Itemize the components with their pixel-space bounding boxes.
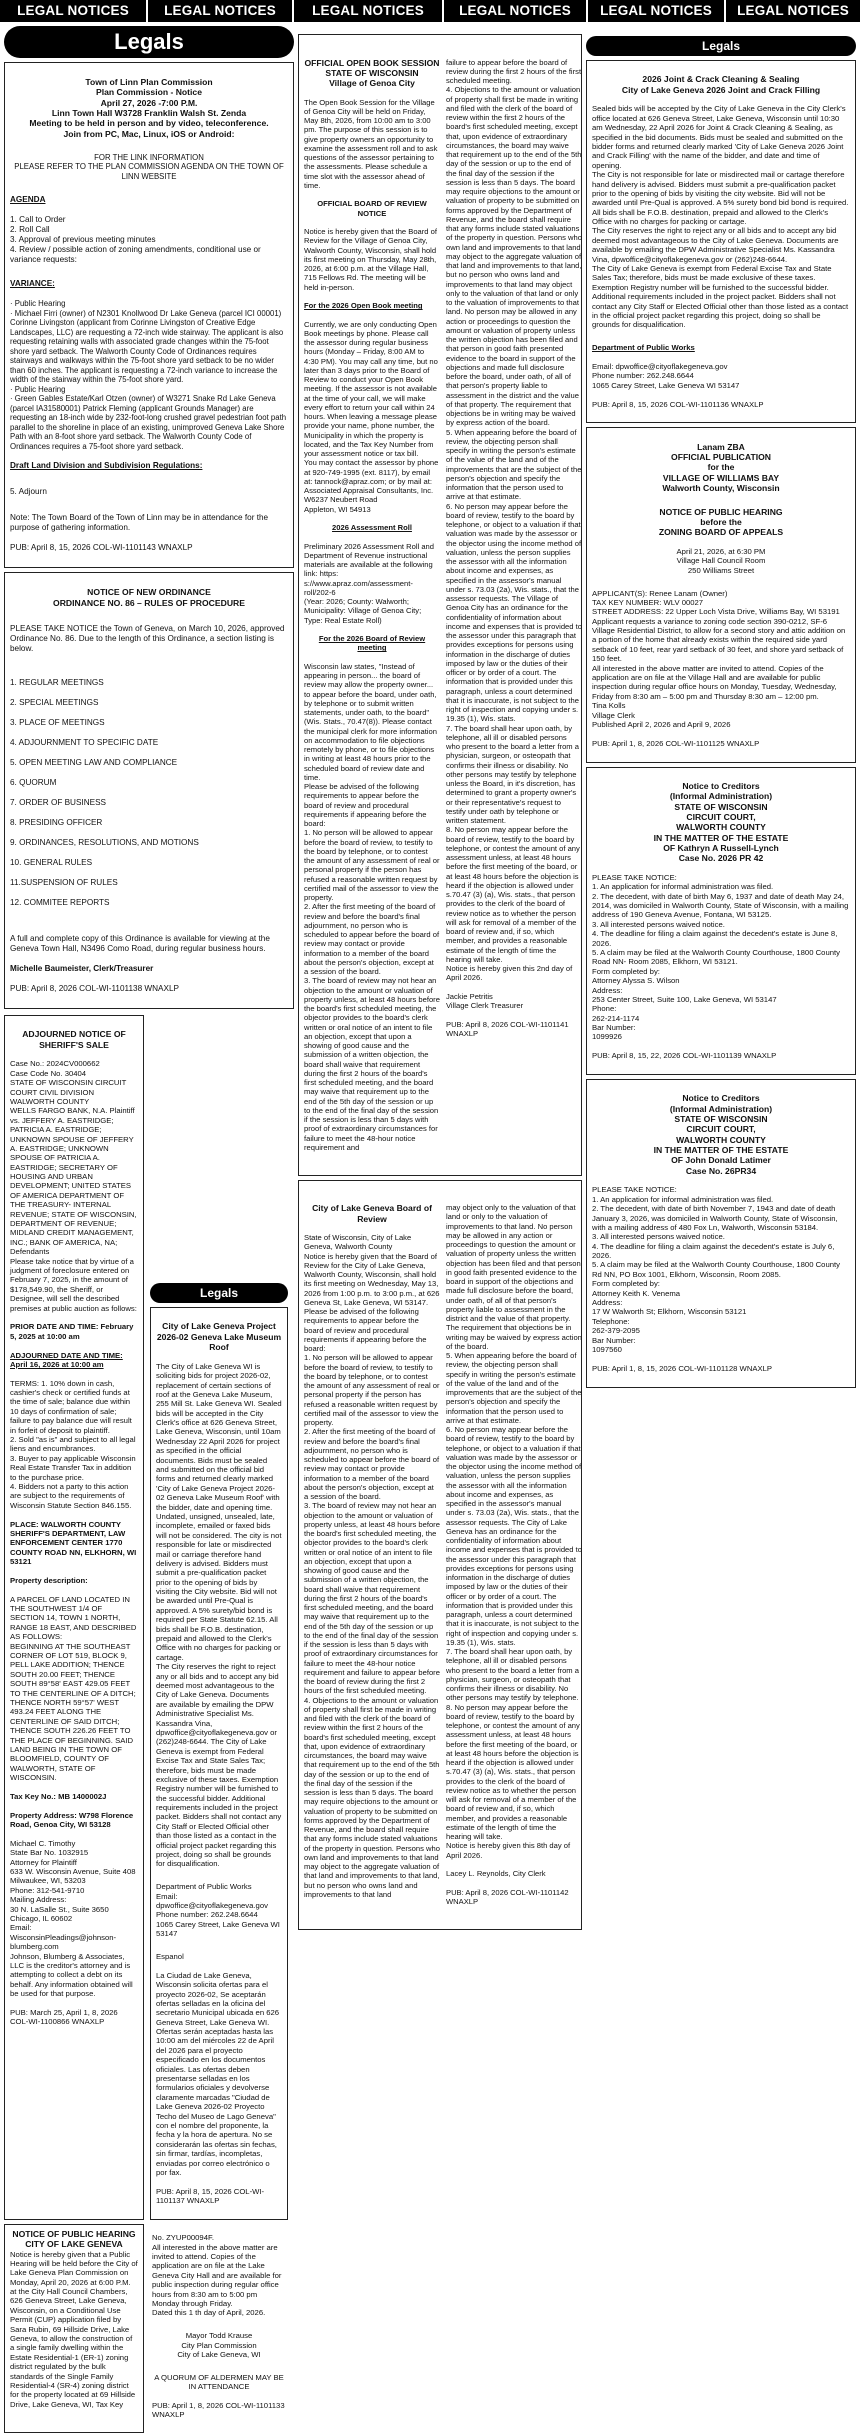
pub-line: PUB: April 1, 8, 2026 COL-WI-1101125 WNAXLP	[592, 738, 760, 748]
open-book-columns	[304, 48, 582, 1161]
hearing-sign: Mayor Todd Krause City Plan Commission City of Lake Geneva, WI	[177, 2331, 261, 2359]
open-book-p6: failure to appear before the board of review during the first 2 hours of the first scheduled meeting. 4. Objections to the amount or valuation of property shall first be made in writing and filed with the clerk of the board of review within the first 2 hours of the board's first scheduled meeting, except that, upon evidence of extraordinary circumstances, the board may waive that requirement up to the end of the 5th day of the session or up to the end of the final day of the session if the session is less than 5 days. The board may require objections to the amount or valuation of property to be submitted on forms approved by the Department of Revenue, and the board shall require that any forms include stated valuations of the property in question. Persons who own land and improvements to that land may object to the aggregate valuation of that land and improvements to that land, but no person who owns land and improvements to that land may object only to the valuation of that land or only to the valuation of improvements to that land. No person may be allowed in any action or proceedings to question the amount or valuation of property unless the written objection has been filed and that person in good faith presented evidence to the board in support of the objections and made full disclosure before the board, under oath, of all of that person's property liable to assessment in the district and the value of that property. The requirement that objections be in writing may be waived by express action of the board. 5. When appearing before the board of review, the objecting person shall specify in writing the person's estimate of the value of the land and of the improvements that are the subject of the person's objection and specify the information that the person used to arrive at that estimate. 6. No person may appear before the board of review, testify to the board by telephone, or object to a valuation if that valuation was made by the assessor or the objector using the income method of valuation, unless the person supplies the assessor with all the information about income and expenses, as specified in the assessor's manual under s. 73.03 (2a), Wis. stats., that the assessor requests. The Village of Genoa City has an ordinance for the confidentiality of information about income and expenses that is provided to the assessor under this paragraph that provides exceptions for persons using information in the discharge of duties imposed by law or the duties of their officer or by order of a court. The information that is provided under this paragraph, unless a court determined that it is inaccurate, is not subject to the right of inspection and copying under s. 19.35 (1), Wis. stats. 7. The board shall hear upon oath, by telephone, all ill or disabled persons who present to the board a letter from a physician, surgeon, or osteopath that confirms their illness or disability. No other persons may testify by telephone unless the Board, in it's discretion, has determined to grant a property owner's or their representative's request to testify under oath by telephone or written statement. 8. No person may appear before the board of review, testify to the board by telephone, or contest the amount of any assessment unless, at least 48 hours before the first meeting of the board, or at least 48 hours before the objection is heard if the objection is allowed under s.70.47 (3) (a), Wis. stats., that person provides to the clerk of the board of review notice as to whether the person will ask for removal of a member of the board of review and, if so, which member, and provides a reasonable estimate of the length of time the hearing will take. Notice is hereby given this 2nd day of April 2026.	[446, 57, 582, 983]
creditors-notice-russell	[586, 767, 856, 1075]
bor-sign: Lacey L. Reynolds, City Clerk	[446, 1869, 546, 1879]
list-item: 12. COMMITEE REPORTS	[10, 898, 110, 907]
ob-meeting-heading: For the 2026 Open Book meeting	[304, 301, 423, 311]
lake-geneva-bor-notice	[298, 1180, 582, 1930]
pub-line: PUB: April 8, 15, 2026 COL-WI-1101136 WNAXLP	[592, 399, 764, 409]
museum-roof-notice	[150, 1307, 288, 2220]
agenda-text: 1. Call to Order 2. Roll Call 3. Approval of previous meeting minutes 4. Review / possible action of zoning amendments, conditional use or variance requests:	[10, 215, 261, 265]
prior-date: PRIOR DATE AND TIME: February 5, 2025 at 10:00 am	[10, 1322, 134, 1341]
notice-title: OFFICIAL OPEN BOOK SESSION STATE OF WISCONSIN Village of Genoa City	[304, 57, 440, 89]
museum-dept: Department of Public Works Email: dpwoffice@cityoflakegeneva.gov Phone number: 262.248.6644 1065 Carey Street, Lake Geneva WI 53147	[156, 1882, 280, 1939]
notice-title: Town of Linn Plan Commission Plan Commission - Notice April 27, 2026 -7:00 P.M. Linn Town Hall W3728 Franklin Walsh St. Zenda Meeting to be held in person and by video, teleconference. Join from PC, Mac, Linux, iOS or Android:	[29, 77, 269, 139]
desc-heading: Property description:	[10, 1575, 88, 1585]
pub-line: PUB: April 8, 2026 COL-WI-1101138 WNAXLP	[10, 984, 179, 993]
middle-block	[298, 26, 582, 1930]
hearing-quorum: A QUORUM OF ALDERMEN MAY BE IN ATTENDANCE	[154, 2372, 284, 2392]
ordinance-sign: Michelle Baumeister, Clerk/Treasurer	[10, 964, 154, 973]
bor-meeting-heading: For the 2026 Board of Review meeting	[318, 634, 426, 653]
sheriff-sale-notice	[4, 1015, 144, 2220]
notice-title: ADJOURNED NOTICE OF SHERIFF'S SALE	[22, 1029, 126, 1050]
notice-subtitle: NOTICE OF PUBLIC HEARING before the ZONING BOARD OF APPEALS	[658, 506, 784, 538]
list-item: 1. REGULAR MEETINGS	[10, 678, 104, 687]
roll-heading: 2026 Assessment Roll	[332, 523, 412, 533]
list-item: 4. ADJOURNMENT TO SPECIFIC DATE	[10, 738, 159, 747]
bor-p2: may object only to the valuation of that land or only to the valuation of improvements to that land. No person may be allowed in any action or proceedings to question the amount or valuation of property unless the written objection has been filed and that person in good faith presented evidence to the board in support of the objections and made full disclosure before the board, under oath, of all of that person's property liable to assessment in the district and the value of that property. The requirement that objections be in writing may be waived by express action of the board. 5. When appearing before the board of review, the objecting person shall specify in writing the person's estimate of the value of the land and of the improvements that are the subject of the person's objection and specify the information that the person used to arrive at that estimate. 6. No person may appear before the board of review, testify to the board by telephone, or object to a valuation if that valuation was made by the assessor or the objector using the income method of valuation, unless the person supplies the assessor with all the information about income and expenses, as specified in the assessor's manual under s. 73.03 (2a), Wis. stats., that the assessor requests. The City of Lake Geneva has an ordinance for the confidentiality of information about income and expenses that is provided to the assessor under this paragraph that provides exceptions for persons using information in the discharge of duties imposed by law or the duties of their officer or by order of a court. The information that is provided under this paragraph, unless a court determined that it is inaccurate, is not subject to the right of inspection and copying under s. 19.35 (1), Wis. stats. 7. The board shall hear upon oath, by telephone, all ill or disabled persons who present to the board a letter from a physician, surgeon, or osteopath that confirms their illness or disability. No other persons may testify by telephone. 8. No person may appear before the board of review, testify to the board by telephone, or contest the amount of any assessment unless, at least 48 hours before the first meeting of the board, or at least 48 hours before the objection is heard if the objection is allowed under s.70.47 (3) (a), Wis. stats., that person provides to the clerk of the board of review notice as to whether the person will ask for removal of a member of the board of review and, if so, which member, and provides a reasonable estimate of the length of time the hearing will take. Notice is hereby given this 8th day of April 2026.	[446, 1203, 582, 1860]
section-headers	[0, 0, 860, 22]
notice-title: Notice to Creditors (Informal Administration) STATE OF WISCONSIN CIRCUIT COURT, WALWORTH COUNTY IN THE MATTER OF THE ESTATE OF John Donald Latimer Case No. 26PR34	[653, 1093, 789, 1176]
draft-heading: Draft Land Division and Subdivision Regulations:	[10, 461, 203, 471]
list-item: 8. PRESIDING OFFICER	[10, 818, 103, 827]
list-item: 6. QUORUM	[10, 778, 57, 787]
pub-line: PUB: April 1, 8, 2026 COL-WI-1101133 WNAXLP	[152, 2400, 285, 2420]
open-book-notice	[298, 34, 582, 1176]
sheriff-terms: TERMS: 1. 10% down in cash, cashier's check or certified funds at the time of sale; balance due within 10 days of confirmation of sale; failure to pay balance due will result in forfeit of deposit to plaintiff. 2. Sold "as is" and subject to all legal liens and encumbrances. 3. Buyer to pay applicable Wisconsin Real Estate Transfer Tax in addition to the purchase price. 4. Bidders not a party to this action are subject to the requirements of Wisconsin Statute Section 846.155.	[10, 1378, 136, 1510]
zba-notice	[586, 427, 856, 762]
list-item: 2. SPECIAL MEETINGS	[10, 698, 99, 707]
ordinance-sections	[10, 668, 288, 918]
open-book-p2: Notice is hereby given that the Board of Review for the Village of Genoa City, Walworth County, Wisconsin, shall hold its first meeting on Thursday, May 28th, 2026, at 6:00 p.m. at the Village Hall, 715 Fellows Rd. The meeting will be held in-person.	[304, 227, 437, 292]
bor-p1: State of Wisconsin, City of Lake Geneva, Walworth County Notice is hereby given that the Board of Review for the City of Lake Geneva, Walworth County, Wisconsin, shall hold its first meeting on Wednesday, May 13, 2026 from 1:00 p.m. to 3:00 p.m., at 626 Geneva St, Lake Geneva, WI 53147. Please be advised of the following requirements to appear before the board of review and procedural requirements if appearing before the board: 1. No person will be allowed to appear before the board of review, to testify to the board by telephone, or to contest the amount of any assessment of real or personal property if the person has refused a reasonable written request by certified mail of the assessor to view the property. 2. After the first meeting of the board of review and before the board's final adjournment, no person who is scheduled to appear before the board of review may contact or provide information to a member of the board about the person's objection, except at a session of the board. 3. The board of review may not hear an objection to the amount or valuation of property unless, at least 48 hours before the board's first scheduled meeting, the objector provides to the board's clerk written or oral notice of an intent to file an objection, except that upon a showing of good cause and the submission of a written objection, the board shall waive that requirement during the first 2 hours of the board's first scheduled meeting, and the board may waive that requirement up to the end of the 5th day of the session or up to the end of the final day of the session if the session is less than 5 days with proof of extraordinary circumstances for failure to meet the 48-hour notice requirement and failure to appear before the board of review during the first 2 hours of the first scheduled meeting. 4. Objections to the amount or valuation of property shall first be made in writing and filed with the clerk of the board of review within the first 2 hours of the board's first scheduled meeting, except that, upon evidence of extraordinary circumstances, the board may waive that requirement up to the end of the 5th day of the session or up to the end of the final day of the session if the session is less than 5 days. The board may require objections to the amount or valuation of property to be submitted on forms approved by the Department of Revenue, and the board shall require that any forms include stated valuations of the property in question. Persons who own land and improvements to that land may object to the aggregate valuation of that land and improvements to that land, but no person who owns land and improvements to that land	[304, 1233, 440, 1899]
hearing-cont-body: No. ZYUP00094F. All interested in the above matter are invited to attend. Copies of the application are on file at the Lake Geneva City Hall and are available for public inspection during regular office hours from 8:30 am to 5:00 pm Monday through Friday. Dated this 1 th day of April, 2026.	[152, 2233, 282, 2318]
bor-heading: OFFICIAL BOARD OF REVIEW NOTICE	[317, 199, 427, 218]
adjourned-date: ADJOURNED DATE AND TIME: April 16, 2026 at 10:00 am	[10, 1350, 123, 1369]
pub-line: PUB: April 8, 15, 22, 2026 COL-WI-1101139 WNAXLP	[592, 1051, 777, 1061]
cred2-body: PLEASE TAKE NOTICE: 1. An application for informal administration was filed. 2. The decedent, with date of birth November 7, 1943 and date of death January 3, 2026, was domiciled in Walworth County, State of Wisconsin, with a mailing address of 480 Fox Ln, Walworth, Wisconsin 53184. 3. All interested persons waived notice. 4. The deadline for filing a claim against the decedent's estate is July 6, 2026. 5. A claim may be filed at the Walworth County Courthouse, 1800 County Rd NN, PO Box 1001, Elkhorn, Wisconsin, Room 2085. Form completed by: Attorney Keith K. Venema Address: 17 W Walworth St; Elkhorn, Wisconsin 53121 Telephone: 262-379-2095 Bar Number: 1097560	[592, 1185, 840, 1354]
pub-line: PUB: April 8, 2026 COL-WI-1101142 WNAXLP	[446, 1887, 569, 1906]
right-block	[586, 26, 856, 1388]
zba-body: APPLICANT(S): Renee Lanam (Owner) TAX KEY NUMBER: WLV 00027 STREET ADDRESS: 22 Upper Loch Vista Drive, Williams Bay, WI 53191 Applicant requests a variance to zoning code section 390-0212, SF-6 Village Residential District, to allow for a second story and attic addition on a portion of the home that already exists within the required side yard setback of 10 feet, rear yard setback of 30 feet, and shore yard setback of 150 feet. All interested in the above matter are invited to attend. Copies of the application are on file at the Village Hall and are available for public inspection during regular office hours on Monday, Tuesday, Wednesday, Friday from 8:30 am – 5:00 pm and Thursday 8:30 am – 12:00 pm. Tina Kolls Village Clerk Published April 2, 2026 and April 9, 2026	[592, 588, 846, 729]
attorney-info: Michael C. Timothy State Bar No. 1032915 Attorney for Plaintiff 633 W. Wisconsin Avenue, Suite 408 Milwaukee, WI, 53203 Phone: 312-541-9710 Mailing Address: 30 N. LaSalle St., Suite 3650 Chicago, IL 60602 Email: WisconsinPleadings@johnson-blumberg.com Johnson, Blumberg & Associates, LLC is the creditor's attorney and is attempting to collect a debt on its behalf. Any information obtained will be used for that purpose.	[10, 1838, 136, 1999]
list-item: 3. PLACE OF MEETINGS	[10, 718, 105, 727]
legals-banner: Legals	[150, 1283, 288, 1303]
pub-line: PUB: April 8, 15, 2026 COL-WI-1101137 WNAXLP	[156, 2186, 265, 2206]
list-item: 7. ORDER OF BUSINESS	[10, 798, 106, 807]
open-book-p3: Currently, we are only conducting Open Book meetings by phone. Please call the assessor during regular business hours (Monday – Friday, 8:00 AM to 4:30 PM). You may call any time, but no later than 3 days prior to the Board of Review to conduct your Open Book meeting. If the assessor is not available at the time of your call, we will make every effort to return your call within 24 hours. When leaving a message please provide your name, phone number, the Municipality in which the property is located, and the Tax Key Number from your assessment notice or tax bill. You may contact the assessor by phone at 920-749-1995 (ext. 8117), by email at: tannock@apraz.com; or by mail at: Associated Appraisal Consultants, Inc. W6237 Neubert Road Appleton, WI 54913	[304, 319, 439, 514]
ordinance-foot: A full and complete copy of this Ordinance is available for viewing at the Geneva Town Hall, N3496 Como Road, during regular business hours.	[10, 934, 270, 953]
property-address: Property Address: W798 Florence Road, Genoa City, WI 53128	[10, 1810, 134, 1830]
list-item: 5. OPEN MEETING LAW AND COMPLIANCE	[10, 758, 178, 767]
notice-title: 2026 Joint & Crack Cleaning & Sealing City of Lake Geneva 2026 Joint and Crack Filling	[621, 74, 821, 95]
zba-when: April 21, 2026, at 6:30 PM Village Hall Council Room 250 Williams Street	[676, 546, 766, 575]
variance-heading: VARIANCE:	[10, 279, 55, 289]
hearing-body: Notice is hereby given that a Public Hearing will be held before the City of Lake Geneva Plan Commission on Monday, April 20, 2026 at 6:00 P.M. at the City Hall Council Chambers, 626 Geneva Street, Lake Geneva, Wisconsin, on a Conditional Use Permit (CUP) application filed by Sara Rubin, 69 Hillside Drive, Lake Geneva, to allow the construction of a single family dwelling within the Estate Residential-1 (ER-1) zoning district regulated by the bulk standards of the Single Family Residential-4 (SR-4) zoning district for the property located at 69 Hillside Drive, Lake Geneva, WI, Tax Key	[10, 2249, 138, 2409]
variance-text: · Public Hearing · Michael Firri (owner) of N2301 Knollwood Dr Lake Geneva (parcel ICI 00001) Corinne Livingston (applicant from Corinne Livingston of Creative Edge Landscapes, LLC) are requesting a 72-inch wide stairway. The applicant is also requesting retaining walls with associated grade changes within the 75-foot shore yard setback. The Walworth County Code of Ordinances requires stairways and walkways within the 75-foot shore yard setback to be no wider than 60 inches. The applicant is requesting a 72-inch variance to increase the width of the stairway within the 75-foot shore yard. · Public Hearing · Green Gables Estate/Karl Otzen (owner) of W3271 Snake Rd Lake Geneva (parcel IA31580001) Patrick Fleming (applicant Grounds Manager) are requesting an 18-inch wide by 232-foot-long crushed gravel pedestrian foot path parallel to the shoreline in place of an existing, unimproved Geneva Lake Shore Path with an 8-foot shore yard setback. The Walworth County Code of Ordinances requires a 75-foot shore yard setback.	[10, 299, 287, 451]
list-item: 10. GENERAL RULES	[10, 858, 93, 867]
sheriff-body: Case No.: 2024CV000662 Case Code No. 30404 STATE OF WISCONSIN CIRCUIT COURT CIVIL DIVISION WALWORTH COUNTY WELLS FARGO BANK, N.A. Plaintiff vs. JEFFERY A. EASTRIDGE; PATRICIA A. EASTRIDGE; UNKNOWN SPOUSE OF JEFFERY A. EASTRIDGE; UNKNOWN SPOUSE OF PATRICIA A. EASTRIDGE; SECRETARY OF HOUSING AND URBAN DEVELOPMENT; UNITED STATES OF AMERICA DEPARTMENT OF THE TREASURY- INTERNAL REVENUE; STATE OF WISCONSIN, DEPARTMENT OF REVENUE; MIDLAND CREDIT MANAGEMENT, INC.; BANK OF AMERICA, NA; Defendants Please take notice that by virtue of a judgment of foreclosure entered on February 7, 2025, in the amount of $178,549.90, the Sheriff, or Designee, will sell the described premises at public auction as follows:	[10, 1059, 137, 1313]
ordinance-body: PLEASE TAKE NOTICE the Town of Geneva, on March 10, 2026, approved Ordinance No. 86. Due to the length of this Ordinance, a section listing is below.	[10, 624, 285, 653]
crack-body: Sealed bids will be accepted by the City of Lake Geneva in the City Clerk's office located at 626 Geneva Street, Lake Geneva, Wisconsin until 10:30 am Wednesday, 22 April 2026 for Joint & Crack Cleaning & Sealing, as specified in the bid documents. Bids must be sealed and submitted on the bidder forms and returned clearly marked 'City of Lake Geneva 2026 Joint and Crack Filling' with the name of the bidder, and date and time of opening. The City is not responsible for late or misdirected mail or cartage therefore hand delivery is advised. Bidders must submit a pre-qualification packet prior to the opening of bids by visiting the city website. Bid will not be awarded until Pre-Qual is approved. A 5% surety bond bid bond is required. All bids shall be F.O.B. destination, prepaid and allowed to the Clerk's Office with no charges for packing or cartage. The City reserves the right to reject any or all bids and to accept any bid deemed most advantageous to the City of Lake Geneva. Documents are available by emailing the DPW Administrative Specialist Ms. Kassandra Vina, dpwoffice@cityoflakegeneva.gov or (262)248-6644. The City of Lake Geneva is exempt from Federal Excise Tax and State Sales Tax; therefore, bids must be made exclusive of these taxes. Exemption Registry number will be furnished to the successful bidder. Additional requirements included in the project packet. Bidders shall not contact any City Staff or Elected Official other than those listed as a contact in the official project packet regarding this project, doing so shall be grounds for disqualification.	[592, 104, 849, 330]
section-header: LEGAL NOTICES	[726, 0, 860, 22]
open-book-sign: Jackie Petritis Village Clerk Treasurer	[446, 991, 524, 1010]
legals-banner: Legals	[4, 26, 294, 58]
pub-line: PUB: April 8, 2026 COL-WI-1101141 WNAXLP	[446, 1019, 569, 1038]
tax-key: Tax Key No.: MB 1400002J	[10, 1791, 107, 1801]
sheriff-place: PLACE: WALWORTH COUNTY SHERIFF'S DEPARTMENT, LAW ENFORCEMENT CENTER 1770 COUNTY ROAD NN, ELKHORN, WI 53121	[10, 1519, 137, 1567]
hearing-grid	[4, 2220, 294, 2433]
creditors-notice-latimer	[586, 1079, 856, 1387]
ordinance-notice	[4, 572, 294, 1009]
note-text: Note: The Town Board of the Town of Linn may be in attendance for the purpose of gathering information.	[10, 513, 269, 533]
notice-title: City of Lake Geneva Project 2026-02 Geneva Lake Museum Roof	[156, 1321, 282, 1353]
museum-spanish: La Ciudad de Lake Geneva, Wisconsin solicita ofertas para el proyecto 2026-02, Se aceptarán ofertas selladas en la oficina del secretario Municipal ubicada en 626 Geneva Street, Lake Geneva WI. Ofertas serán aceptadas hasta las 10:00 am del miércoles 22 de April del 2026 para el proyecto especificado en los documentos oficiales. Las ofertas deben presentarse selladas en los formularios oficiales y devolverse claramente marcadas "Ciudad de Lake Geneva 2026-02 Proyecto Techo del Museo de Lago Geneva" con el nombre del proponente, la fecha y la hora de apertura. No se considerarán las ofertas sin fechas, sin firmar, tardías, incompletas, enviadas por correo electrónico o por fax.	[156, 1970, 280, 2177]
agenda-heading: AGENDA	[10, 195, 46, 205]
notice-title: Notice to Creditors (Informal Administration) STATE OF WISCONSIN CIRCUIT COURT, WALWORTH COUNTY IN THE MATTER OF THE ESTATE OF Kathryn A Russell-Lynch Case No. 2026 PR 42	[653, 780, 789, 864]
crack-sealing-notice	[586, 60, 856, 423]
list-item: 9. ORDINANCES, RESOLUTIONS, AND MOTIONS	[10, 838, 199, 847]
section-header: LEGAL NOTICES	[294, 0, 442, 22]
pub-line: PUB: April 8, 15, 2026 COL-WI-1101143 WNAXLP	[10, 543, 193, 553]
pub-line: PUB: April 1, 8, 15, 2026 COL-WI-1101128 WNAXLP	[592, 1363, 773, 1373]
left-block	[4, 26, 294, 2433]
open-book-p5: Wisconsin law states, "Instead of appearing in person... the board of review may allow the property owner... to appear before the board, under oath, by telephone or to submit written statements, under oath, to the board" (Wis. Stats., 70.47(8)). Please contact the municipal clerk for more information on accommodation to file objections remotely by phone, or to file objections in writing at least 48 hours prior to the scheduled board of review date and time. Please be advised of the following requirements to appear before the board of review and procedural requirements if appearing before the board: 1. No person will be allowed to appear before the board of review, to testify to the board by telephone, or to contest the amount of any assessment of real or personal property if the person has refused a reasonable written request by certified mail of the assessor to view the property. 2. After the first meeting of the board of review and before the board's final adjournment, no person who is scheduled to appear before the board of review may contact or provide information to a member of the board about the person's objection, except at a session of the board. 3. The board of review may not hear an objection to the amount or valuation of property unless, at least 48 hours before the board's first scheduled meeting, the objector provides to the board's clerk written or oral notice of an intent to file an objection, except that upon a showing of good cause and the submission of a written objection, the board shall waive that requirement during the first 2 hours of the board's first scheduled meeting, and the board may waive that requirement up to the end of the 5th day of the session or up to the end of the final day of the session if the session is less than 5 days with proof of extraordinary circumstances for failure to meet the 48-hour notice requirement and	[304, 661, 440, 1152]
cred1-body: PLEASE TAKE NOTICE: 1. An application for informal administration was filed. 2. The decedent, with date of birth May 6, 1937 and date of death May 24, 2014, was domiciled in Walworth County, State of Wisconsin, with a mailing address of 190 Geneva Avenue, Fontana, WI 53125. 3. All interested persons waived notice. 4. The deadline for filing a claim against the decedent's estate is June 8, 2026. 5. A claim may be filed at the Walworth County Courthouse, 1800 County Road NN- Room 2085, Elkhorn, WI 53121. Form completed by: Attorney Alyssa S. Wilson Address: 253 Center Street, Suite 100, Lake Geneva, WI 53147 Phone: 262-214-1174 Bar Number: 1099926	[592, 872, 849, 1042]
notice-title: Lanam ZBA OFFICIAL PUBLICATION for the VILLAGE OF WILLIAMS BAY Walworth County, Wisconsin	[662, 441, 780, 493]
open-book-p4: Preliminary 2026 Assessment Roll and Department of Revenue instructional materials are available at the following link: https: s://www.apraz.com/assessment-roll/202-6 (Year: 2026; County: Walworth; Municipality: Village of Genoa City; Type: Real Estate Roll)	[304, 541, 434, 625]
section-header: LEGAL NOTICES	[0, 0, 146, 22]
museum-es-heading: Espanol	[156, 1951, 184, 1961]
notice-title: NOTICE OF PUBLIC HEARING CITY OF LAKE GENEVA	[12, 2228, 136, 2250]
linn-plan-notice	[4, 62, 294, 568]
lower-left-grid	[4, 1011, 294, 2220]
dept-heading: Department of Public Works	[592, 343, 695, 353]
section-header: LEGAL NOTICES	[444, 0, 586, 22]
museum-column	[150, 1011, 288, 2220]
notice-link: FOR THE LINK INFORMATION PLEASE REFER TO THE PLAN COMMISSION AGENDA ON THE TOWN OF LINN WEBSITE	[14, 152, 284, 181]
public-hearing-notice	[4, 2224, 144, 2433]
crack-dept: Email: dpwoffice@cityoflakegeneva.gov Phone number: 262.248.6644 1065 Carey Street, Lake Geneva WI 53147	[592, 361, 740, 390]
legals-banner: Legals	[586, 36, 856, 56]
notice-title: City of Lake Geneva Board of Review	[312, 1203, 432, 1224]
section-header: LEGAL NOTICES	[588, 0, 724, 22]
adjourn-text: 5. Adjourn	[10, 487, 47, 497]
museum-english: The City of Lake Geneva WI is soliciting bids for project 2026-02, replacement of certain sections of roof at the Geneva Lake Museum, 255 Mill St. Lake Geneva WI. Sealed bids will be accepted in the City Clerk's office at 626 Geneva Street, Lake Geneva, Wisconsin, until 10am Wednesday 22 April 2026 for project as specified in the official documents. Bids must be sealed and submitted on the official bid forms and returned clearly marked 'City of Lake Geneva Project 2026-02 Geneva Lake Museum Roof' with the bidder, date and opening time. Undated, unsigned, unsealed, late, incomplete, emailed or faxed bids will not be considered. The city is not responsible for late or misdirected mail or carriage therefore hand delivery is advised. Bidders must submit a pre-qualification packet prior to the opening of bids by visiting the City website. Bid will not be awarded until Pre-Qual is approved. A 5% surety/bid bond is required per State Statute 62.15. All bids shall be F.O.B. destination, prepaid and allowed to the Clerk's Office with no charges for packing or cartage. The City reserves the right to reject any or all bids and to accept any bid deemed most advantageous to the City of Lake Geneva. Documents are available by emailing the DPW Administrative Specialist Ms. Kassandra Vina, dpwoffice@cityoflakegeneva.gov or (262)248-6644. The City of Lake Geneva is exempt from Federal Excise Tax and State Sales Tax; therefore, bids must be made exclusive of these taxes. Exemption Registry number will be furnished to the successful bidder. Additional requirements included in the project packet. Bidders shall not contact any City Staff or Elected Official other than those listed as a contact in the official project packet regarding this project, doing so shall be grounds for disqualification.	[156, 1361, 282, 1869]
bor-columns	[304, 1194, 582, 1916]
public-hearing-continued	[150, 2220, 288, 2433]
pub-line: PUB: March 25, April 1, 8, 2026 COL-WI-1100866 WNAXLP	[10, 2007, 118, 2027]
section-header: LEGAL NOTICES	[148, 0, 292, 22]
notice-title: NOTICE OF NEW ORDINANCE ORDINANCE NO. 86 – RULES OF PROCEDURE	[53, 587, 245, 608]
list-item: 11.SUSPENSION OF RULES	[10, 878, 118, 887]
open-book-p1: The Open Book Session for the Village of Genoa City will be held on Friday, May 8th, 2026, from 10:00 am to 3:00 pm. The purpose of this session is to give property owners an opportunity to examine the assessment roll and to ask questions of the assessor pertaining to the assessments. Please schedule a time slot with the assessor ahead of time.	[304, 97, 438, 190]
sheriff-desc: A PARCEL OF LAND LOCATED IN THE SOUTHWEST 1/4 OF SECTION 14, TOWN 1 NORTH, RANGE 18 EAST, AND DESCRIBED AS FOLLOWS: BEGINNING AT THE SOUTHEAST CORNER OF LOT 519, BLOCK 9, PELL LAKE ADDITION; THENCE SOUTH 20.00 FEET; THENCE SOUTH 89°58' EAST 429.05 FEET TO THE CENTERLINE OF A DITCH; THENCE NORTH 59°57' WEST 493.24 FEET ALONG THE CENTERLINE OF SAID DITCH; THENCE SOUTH 226.26 FEET TO THE PLACE OF BEGINNING. SAID LAND BEING IN THE TOWN OF BLOOMFIELD, COUNTY OF WALWORTH, STATE OF WISCONSIN.	[10, 1594, 137, 1783]
